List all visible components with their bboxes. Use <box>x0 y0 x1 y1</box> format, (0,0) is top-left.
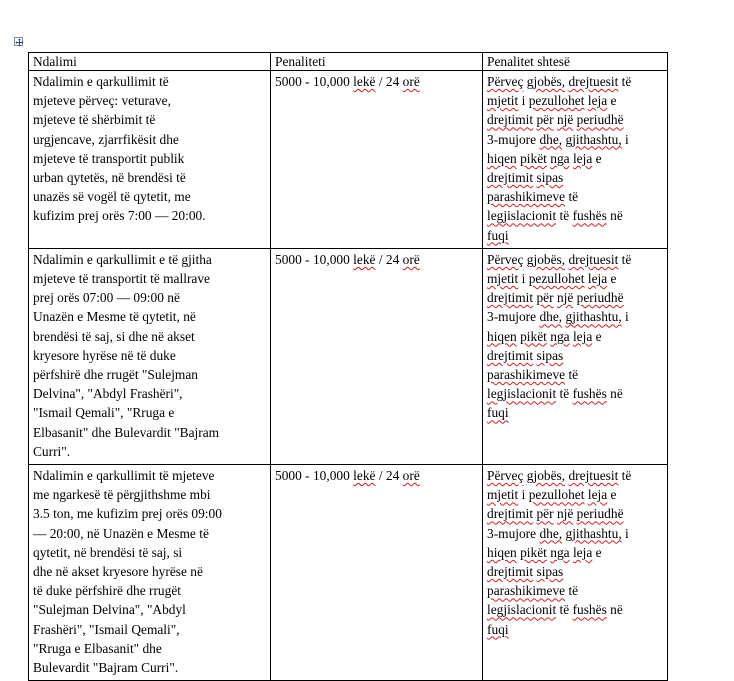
extra-penalty-text-line: fuqi <box>487 621 509 637</box>
extra-penalty-text-line: mjetit i pezullohet leja e <box>487 271 617 287</box>
penalty-cell[interactable] <box>271 465 483 681</box>
prohibition-text-line: mjeteve të transportit të mallrave <box>33 271 210 287</box>
extra-penalty-text-line: drejtimit sipas <box>487 347 564 363</box>
prohibition-text-line: Delvina", "Abdyl Frashëri", <box>33 386 183 402</box>
table-row <box>29 248 668 464</box>
extra-penalty-text-line: 3-mujore dhe, gjithashtu, i <box>487 525 629 541</box>
extra-penalty-text-line: fuqi <box>487 227 509 243</box>
prohibition-text-line: — 20:00, në Unazën e Mesme të <box>33 525 209 541</box>
extra-penalty-text-line: 3-mujore dhe, gjithashtu, i <box>487 131 629 147</box>
extra-penalty-text-line: 3-mujore dhe, gjithashtu, i <box>487 309 629 325</box>
penalty-text: 5000 - 10,000 lekë / 24 orë <box>275 251 420 267</box>
prohibition-text-line: Ndalimin e qarkullimit të mjeteve <box>33 468 215 484</box>
table-row <box>29 71 668 249</box>
extra-penalty-cell[interactable] <box>483 465 668 681</box>
prohibition-text-line: "Ismail Qemali", "Rruga e <box>33 405 175 421</box>
prohibition-text-line: urgjencave, zjarrfikësit dhe <box>33 131 179 147</box>
prohibition-cell[interactable] <box>29 248 271 464</box>
prohibition-text-line: 3.5 ton, me kufizim prej orës 09:00 <box>33 506 222 522</box>
extra-penalty-text-line: Përveç gjobës, drejtuesit të <box>487 74 632 89</box>
prohibition-text-line: mjeteve të transportit publik <box>33 150 185 166</box>
extra-penalty-text-line: legjislacionit të fushës në <box>487 208 623 224</box>
extra-penalty-text-line: legjislacionit të fushës në <box>487 386 623 402</box>
extra-penalty-text-line: parashikimeve të <box>487 583 579 599</box>
extra-penalty-text-line: drejtimit për një periudhë <box>487 506 624 522</box>
extra-penalty-text-line: drejtimit për një periudhë <box>487 290 624 306</box>
header-prohibition[interactable]: Ndalimi <box>29 53 271 71</box>
extra-penalty-text-line: drejtimit sipas <box>487 170 564 186</box>
prohibition-cell[interactable] <box>29 465 271 681</box>
extra-penalty-text-line: Përveç gjobës, drejtuesit të <box>487 251 632 267</box>
extra-penalty-text-line: Përveç gjobës, drejtuesit të <box>487 468 632 484</box>
extra-penalty-cell[interactable] <box>483 248 668 464</box>
prohibition-text-line: kufizim prej orës 7:00 — 20:00. <box>33 208 206 224</box>
penalty-text: 5000 - 10,000 lekë / 24 orë <box>275 468 420 484</box>
prohibition-text-line: kryesore hyrëse në të duke <box>33 347 176 363</box>
table-move-handle-icon[interactable] <box>14 37 23 46</box>
extra-penalty-text-line: drejtimit për një periudhë <box>487 112 624 128</box>
prohibition-text-line: Curri". <box>33 443 71 459</box>
prohibition-text-line: Ndalimin e qarkullimit e të gjitha <box>33 251 212 267</box>
extra-penalty-text-line: drejtimit sipas <box>487 564 564 580</box>
prohibition-text-line: me ngarkesë të përgjithshme mbi <box>33 487 211 503</box>
prohibition-text-line: mjeteve përveç: veturave, <box>33 93 171 109</box>
penalty-cell[interactable] <box>271 71 483 249</box>
prohibition-text-line: "Sulejman Delvina", "Abdyl <box>33 602 186 618</box>
header-penalty[interactable]: Penaliteti <box>271 53 483 71</box>
penalty-cell[interactable] <box>271 248 483 464</box>
prohibition-text-line: Ndalimin e qarkullimit të <box>33 74 169 89</box>
header-extra-penalty[interactable]: Penalitet shtesë <box>483 53 668 71</box>
prohibition-text-line: "Rruga e Elbasanit" dhe <box>33 640 162 656</box>
extra-penalty-text-line: fuqi <box>487 405 509 421</box>
extra-penalty-text-line: parashikimeve të <box>487 367 579 383</box>
extra-penalty-text-line: hiqen pikët nga leja e <box>487 544 602 560</box>
extra-penalty-text-line: mjetit i pezullohet leja e <box>487 93 617 109</box>
extra-penalty-text-line: legjislacionit të fushës në <box>487 602 623 618</box>
extra-penalty-text-line: hiqen pikët nga leja e <box>487 328 602 344</box>
extra-penalty-text-line: hiqen pikët nga leja e <box>487 150 602 166</box>
prohibition-text-line: brendësi të saj, si dhe në akset <box>33 328 195 344</box>
prohibition-text-line: dhe në akset kryesore hyrëse në <box>33 564 203 580</box>
prohibition-text-line: qytetit, në brendësi të saj, si <box>33 544 183 560</box>
prohibition-text-line: Elbasanit" dhe Bulevardit "Bajram <box>33 424 220 440</box>
table-header-row <box>29 53 668 71</box>
penalty-text: 5000 - 10,000 lekë / 24 orë <box>275 74 420 89</box>
prohibition-text-line: Unazën e Mesme të qytetit, në <box>33 309 196 325</box>
prohibition-text-line: të duke përfshirë dhe rrugët <box>33 583 181 599</box>
prohibition-text-line: unazës së vogël të qytetit, me <box>33 189 191 205</box>
prohibition-text-line: urban qytetës, në brendësi të <box>33 170 186 186</box>
extra-penalty-text-line: parashikimeve të <box>487 189 579 205</box>
prohibition-cell[interactable] <box>29 71 271 249</box>
table-row <box>29 465 668 681</box>
penalties-table <box>28 52 668 681</box>
extra-penalty-cell[interactable] <box>483 71 668 249</box>
prohibition-text-line: Frashëri", "Ismail Qemali", <box>33 621 180 637</box>
extra-penalty-text-line: mjetit i pezullohet leja e <box>487 487 617 503</box>
prohibition-text-line: përfshirë dhe rrugët "Sulejman <box>33 367 198 383</box>
prohibition-text-line: prej orës 07:00 — 09:00 në <box>33 290 180 306</box>
prohibition-text-line: mjeteve të shërbimit të <box>33 112 156 128</box>
prohibition-text-line: Bulevardit "Bajram Curri". <box>33 660 179 676</box>
